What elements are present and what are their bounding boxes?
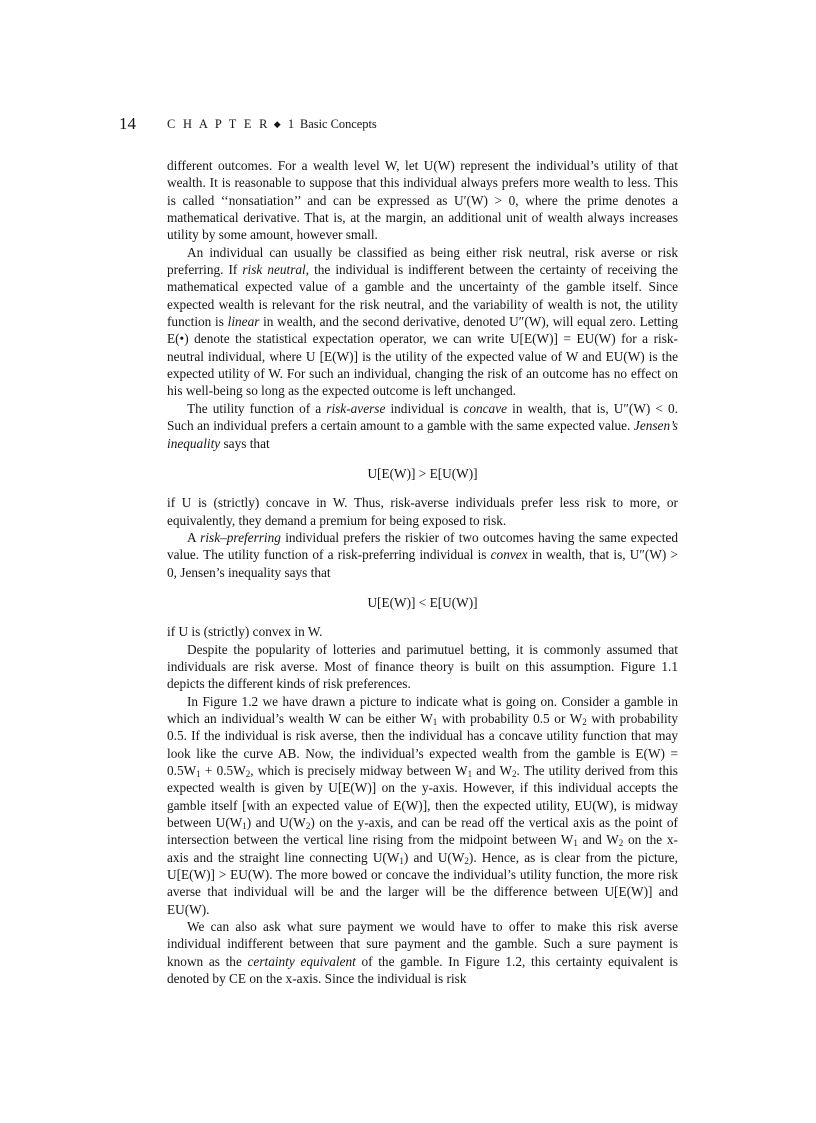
term-certainty-equivalent: certainty equivalent — [247, 953, 356, 969]
chapter-bullet-icon: ◆ — [273, 119, 281, 129]
term-convex: convex — [490, 547, 528, 563]
term-concave: concave — [463, 400, 508, 416]
chapter-label: C H A P T E R — [167, 117, 270, 131]
term-linear: linear — [227, 314, 260, 330]
paragraph-certainty-equivalent: We can also ask what sure payment we would have to offer to make this risk averse individual indifferent between that sure payment and the gamble. Such a sure payment is known as the certainty equivalent of the gamble. In Figure 1.2, this certainty equivalent is denoted by CE on the x-axis. Since the individual is risk — [167, 919, 678, 987]
term-risk-preferring: risk–preferring — [200, 529, 281, 545]
chapter-number: 1 — [287, 117, 295, 131]
chapter-title: Basic Concepts — [300, 117, 377, 131]
paragraph-risk-preferring: A risk–preferring individual prefers the riskier of two outcomes having the same expected value. The utility function of a risk-preferring individual is convex in wealth, that is, U″(W) > 0, Jensen’s inequality says that — [167, 529, 678, 580]
page-header — [119, 112, 679, 136]
equation-concave: U[E(W)] > E[U(W)] — [367, 465, 478, 481]
paragraph-figure-1-2: In Figure 1.2 we have drawn a picture to indicate what is going on. Consider a gamble in which an individual’s wealth W can be either $W_1$ with probability 0.5 or $W_2$ with probability 0.5. If the individual is risk averse, then the individual has a concave utility function that may look like the curve AB. Now, the individual’s expected wealth from the gamble is $E(W) = 0.5W_1 + 0.5W_2$, which is precisely midway between $W_1$ and $W_2$. The utility derived from this expected wealth is given by U[E(W)] on the y-axis. However, if this individual accepts the gamble itself [with an expected value of E(W)], then the expected utility, EU(W), is midway between $U(W_1)$ and $U(W_2)$ on the y-axis, and can be read off the vertical axis as the point of intersection between the vertical line rising from the midpoint between $W_1$ and $W_2$ on the x-axis and the straight line connecting $U(W_1)$ and $U(W_2)$. Hence, as is clear from the picture, U[E(W)] > EU(W). The more bowed or concave the individual’s utility function, the more risk averse that individual will be and the larger will be the difference between U[E(W)] and EU(W). — [167, 693, 678, 917]
paragraph-nonsatiation: different outcomes. For a wealth level W, let U(W) represent the individual’s utility of that wealth. It is reasonable to suppose that this individual always prefers more wealth to less. This is called ‘‘nonsatiation’’ and can be expressed as U′(W) > 0, where the prime denotes a mathematical derivative. That is, at the margin, an additional unit of wealth always increases utility by some amount, however small. — [167, 158, 678, 243]
term-jensens-inequality: Jensen’s inequality — [167, 418, 678, 451]
equation-convex: U[E(W)] < E[U(W)] — [367, 594, 478, 610]
paragraph-convex-conclusion: if U is (strictly) convex in W. — [167, 624, 323, 640]
page-body — [167, 157, 678, 987]
paragraph-lotteries: Despite the popularity of lotteries and parimutuel betting, it is commonly assumed that individuals are risk averse. Most of finance theory is built on this assumption. Figure 1.1 depicts the different kinds of risk preferences. — [167, 641, 678, 692]
paragraph-concave-conclusion: if U is (strictly) concave in W. Thus, risk-averse individuals prefer less risk to more, or equivalently, they demand a premium for being exposed to risk. — [167, 495, 678, 528]
paragraph-risk-neutral: An individual can usually be classified as being either risk neutral, risk averse or risk preferring. If risk neutral, the individual is indifferent between the certainty of receiving the mathematical expected value of a gamble and the uncertainty of the gamble itself. Since expected wealth is relevant for the risk neutral, and the variability of wealth is not, the utility function is linear in wealth, and the second derivative, denoted U″(W), will equal zero. Letting E(•) denote the statistical expectation operator, we can write U[E(W)] = EU(W) for a risk-neutral individual, where U [E(W)] is the utility of the expected value of W and EU(W) is the expected utility of W. For such an individual, changing the risk of an outcome has no effect on his well-being so long as the expected outcome is left unchanged. — [167, 244, 678, 399]
page-number: 14 — [119, 114, 136, 133]
term-risk-averse: risk-averse — [326, 400, 386, 416]
running-head — [167, 114, 377, 135]
term-risk-neutral: risk neutral — [242, 262, 306, 278]
paragraph-risk-averse: The utility function of a risk-averse individual is concave in wealth, that is, U″(W) < 0. Such an individual prefers a certain amount to a gamble with the same expected value. Jensen’s inequality says that — [167, 400, 679, 451]
